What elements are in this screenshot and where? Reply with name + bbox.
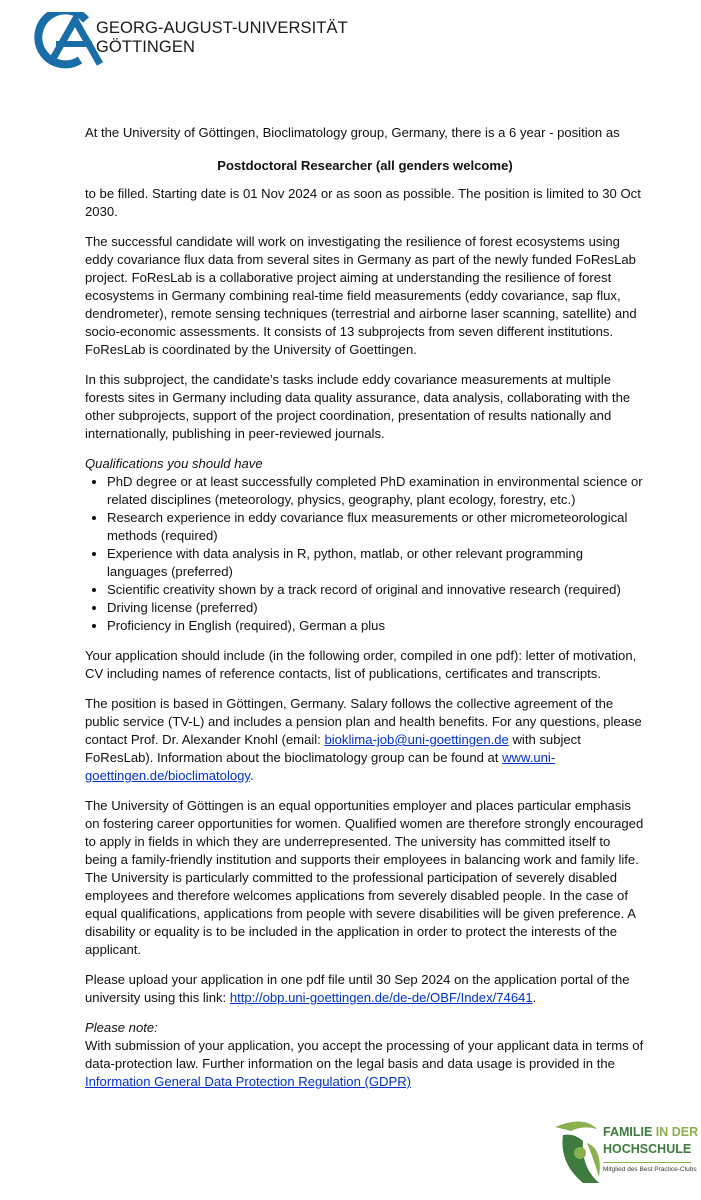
family-leaf-icon bbox=[555, 1121, 600, 1183]
list-item: • Driving license (preferred) bbox=[107, 599, 645, 617]
location-text-end: . bbox=[250, 768, 254, 783]
application-paragraph: Your application should include (in the following order, compiled in one pdf): letter of motivation, CV including names of reference contacts, list of publications, certificates and transcripts. bbox=[85, 648, 637, 681]
application-portal-link[interactable]: http://obp.uni-goettingen.de/de-de/OBF/Index/74641 bbox=[229, 990, 533, 1005]
note-text: With submission of your application, you accept the processing of your applicant data in terms of data-protection law. Further information on the legal basis and data usage is provided in the bbox=[85, 1038, 644, 1071]
location-text: The position is based in Göttingen, Germany. Salary follows the collective agreement of the public service (TV-L) and includes a pension plan and health benefits. For any questions, please contact Prof. Dr. Alexander Knohl (email: bbox=[85, 696, 642, 747]
family-logo-divider bbox=[603, 1162, 691, 1163]
job-posting bbox=[85, 124, 645, 1103]
university-name-line1: GEORG-AUGUST-UNIVERSITÄT bbox=[96, 19, 348, 37]
note-heading: Please note: bbox=[85, 1020, 158, 1035]
family-logo-word-in-der: IN DER bbox=[652, 1125, 699, 1139]
position-title: Postdoctoral Researcher (all genders welcome) bbox=[217, 158, 513, 173]
equal-opportunity-paragraph: The University of Göttingen is an equal opportunities employer and places particular emphasis on fostering career opportunities for women. Qualified women are therefore strongly encouraged to apply in fields in which they are underrepresented. The university has committed itself to being a family-friendly institution and supports their employees in balancing work and family life. The University is particularly committed to the professional participation of severely disabled employees and therefore welcomes applications from severely disabled people. In the case of equal qualifications, applications from people with severe disabilities will be given preference. A disability or equality is to be included in the application in order to protect the interests of the applicant. bbox=[85, 798, 644, 957]
start-date-paragraph: to be filled. Starting date is 01 Nov 2024 or as soon as possible. The position is limited to 30 Oct 2030. bbox=[85, 186, 641, 219]
ga-monogram-icon bbox=[38, 12, 100, 64]
contact-email-link[interactable]: bioklima-job@uni-goettingen.de bbox=[324, 732, 509, 747]
list-item: • Scientific creativity shown by a track record of original and innovative research (required) bbox=[107, 581, 645, 599]
list-item: • Experience with data analysis in R, python, matlab, or other relevant programming languages (preferred) bbox=[107, 545, 645, 581]
qualifications-heading: Qualifications you should have bbox=[85, 456, 263, 471]
gdpr-link[interactable]: Information General Data Protection Regulation (GDPR) bbox=[85, 1074, 412, 1089]
location-text-2: with subject FoResLab). Information about the bioclimatology group can be found at bbox=[85, 732, 581, 765]
intro-text: At the University of Göttingen, Bioclimatology group, Germany, there is a 6 year - position as bbox=[85, 125, 620, 140]
family-logo-word-familie: FAMILIE bbox=[603, 1125, 653, 1139]
group-website-link[interactable]: www.uni-goettingen.de/bioclimatology bbox=[85, 750, 556, 783]
family-logo-title bbox=[603, 1125, 698, 1139]
upload-text-end: . bbox=[532, 990, 537, 1005]
list-item: • Research experience in eddy covariance flux measurements or other micrometeorological methods (required) bbox=[107, 509, 645, 545]
qualifications-list bbox=[85, 473, 645, 635]
upload-text: Please upload your application in one pdf file until 30 Sep 2024 on the application portal of the university using this link: bbox=[85, 972, 630, 1005]
university-name-line2: GÖTTINGEN bbox=[96, 38, 195, 56]
tasks-paragraph: In this subproject, the candidate’s tasks include eddy covariance measurements at multiple forests sites in Germany including data quality assurance, data analysis, collaborating with the other subprojects, support of the project coordination, presentation of results nationally and internationally, publishing in peer-reviewed journals. bbox=[85, 372, 631, 441]
note-paragraph bbox=[85, 1037, 645, 1091]
list-item: • Proficiency in English (required), German a plus bbox=[107, 617, 645, 635]
family-logo-word-hochschule: HOCHSCHULE bbox=[603, 1142, 692, 1156]
list-item: • PhD degree or at least successfully completed PhD examination in environmental science or related disciplines (meteorology, physics, geography, plant ecology, forestry, etc.) bbox=[107, 473, 645, 509]
family-logo-tagline: Mitglied des Best Practice-Clubs bbox=[603, 1166, 697, 1173]
university-name bbox=[96, 19, 348, 57]
upload-paragraph bbox=[85, 971, 645, 1007]
project-paragraph: The successful candidate will work on investigating the resilience of forest ecosystems using eddy covariance flux data from several sites in Germany as part of the newly funded FoResLab project. FoResLab is a collaborative project aiming at understanding the resilience of forest ecosystems in Germany combining real-time field measurements (eddy covariance, sap flux, dendrometer), remote sensing techniques (terrestrial and airborne laser scanning, satellite) and socio-economic assessments. It consists of 13 subprojects from seven different institutions. FoResLab is coordinated by the University of Goettingen. bbox=[85, 234, 637, 357]
location-paragraph bbox=[85, 695, 645, 785]
